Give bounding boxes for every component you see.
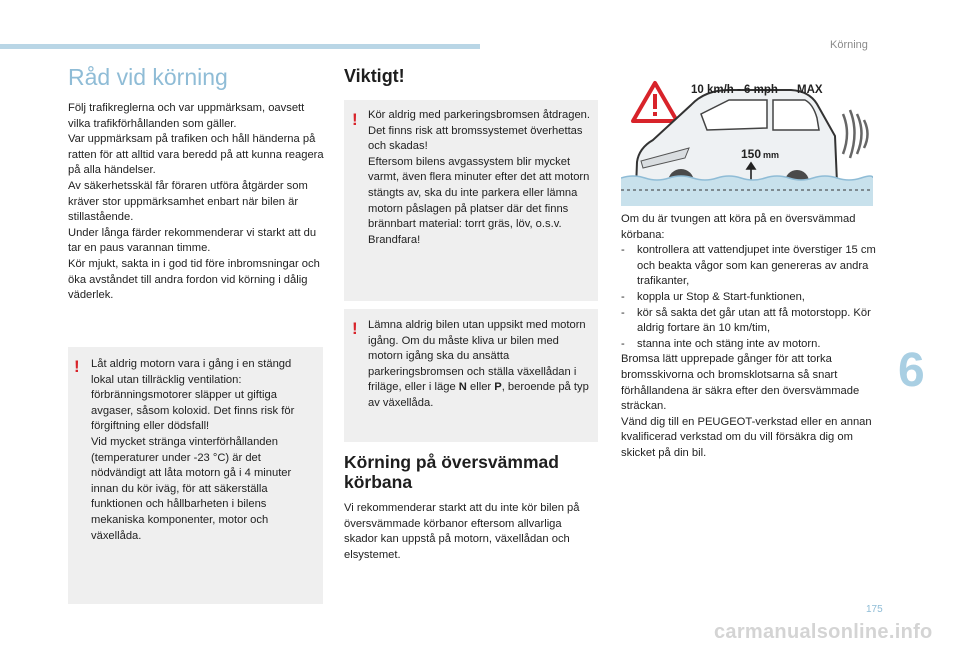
water-icon bbox=[621, 176, 873, 206]
warning-icon: ! bbox=[352, 319, 358, 338]
watermark: carmanualsonline.info bbox=[714, 621, 933, 643]
intro-paragraph: Av säkerhetsskäl får föraren utföra åtgärder som kräver stor uppmärksamhet enbart när bilen är stillastående. bbox=[68, 179, 308, 224]
page-number: 175 bbox=[866, 604, 883, 615]
list-item: - koppla ur Stop & Start-funktionen, bbox=[621, 290, 805, 303]
speed-limit-label: 10 km/h - 6 mph bbox=[691, 84, 778, 96]
warning-text: Vid mycket stränga vinterförhållanden (temperaturer under -23 °C) är det nödvändigt att låta motorn gå i 4 minuter innan du kör iväg, för att säkerställa funktionen och hållbarheten i bilens mekaniska komponenter, motor och växellåda. bbox=[91, 435, 292, 542]
warning-text: Kör aldrig med parkeringsbromsen åtdragen. Det finns risk att bromssystemet överhettas och skadas! bbox=[368, 109, 591, 153]
motion-lines-icon bbox=[843, 110, 868, 158]
page-title: Råd vid körning bbox=[68, 64, 228, 90]
header-accent-bar bbox=[0, 44, 480, 49]
important-heading: Viktigt! bbox=[344, 66, 405, 86]
flooded-road-heading: Körning på översvämmad körbana bbox=[344, 452, 559, 492]
flooded-road-text: Vi rekommenderar starkt att du inte kör bilen på översvämmade körbanor eftersom allvarliga skador kan uppstå på motorn, växellådan och elsystemet. bbox=[344, 502, 580, 561]
instructions-list bbox=[621, 243, 877, 352]
gear-p-label: P bbox=[494, 381, 502, 394]
intro-paragraph: Kör mjukt, sakta in i god tid före inbromsningar och öka avståndet till andra fordon vid körning i dålig väderlek. bbox=[68, 257, 320, 302]
list-item: - kör så sakta det går utan att få motorstopp. Kör aldrig fortare än 10 km/tim, bbox=[621, 306, 871, 335]
intro-text bbox=[68, 101, 326, 304]
flooded-road-illustration bbox=[621, 78, 873, 206]
warning-icon: ! bbox=[74, 357, 80, 376]
instructions-intro: Om du är tvungen att köra på en översvämmad körbana: bbox=[621, 213, 856, 241]
warning-text: Eftersom bilens avgassystem blir mycket varmt, även flera minuter efter det att motorn stängts av, ska du inte parkera eller lämna motorn påslagen på platser där det finns brännbart material: torrt gräs, löv, o.s.v. Brandfara! bbox=[368, 155, 590, 246]
header-section-title: Körning bbox=[830, 39, 868, 51]
ventilation-warning-box bbox=[68, 347, 323, 604]
parking-brake-warning-box bbox=[344, 100, 598, 301]
gear-n-label: N bbox=[458, 381, 467, 394]
warning-triangle-icon bbox=[633, 83, 677, 121]
max-label: MAX bbox=[797, 84, 823, 96]
instructions-paragraph: Bromsa lätt upprepade gånger för att torka bromsskivorna och bromsklotsarna så snart förhållandena är säkra efter den översvämmade sträckan. bbox=[621, 353, 860, 413]
flooded-road-instructions bbox=[621, 212, 877, 462]
intro-paragraph: Var uppmärksam på trafiken och håll händerna på ratten för att alltid vara beredd på att kunna reagera på alla händelser. bbox=[68, 133, 324, 177]
chapter-number: 6 bbox=[898, 344, 925, 397]
intro-paragraph: Följ trafikreglerna och var uppmärksam, oavsett vilka trafikförhållanden som gäller. bbox=[68, 102, 305, 130]
depth-unit-label: mm bbox=[763, 150, 780, 160]
warning-icon: ! bbox=[352, 110, 358, 129]
unattended-engine-warning-box bbox=[344, 309, 598, 442]
depth-value-label: 150 bbox=[741, 147, 762, 161]
warning-text: Låt aldrig motorn vara i gång i en stängd lokal utan tillräcklig ventilation: förbränningsmotorer släpper ut giftiga avgaser, såsom koloxid. Det finns risk för förgiftning eller dödsfall! bbox=[91, 358, 295, 433]
warning-text: Lämna aldrig bilen utan uppsikt med motorn igång. Om du måste kliva ur bilen med motorn igång ska du ansätta parkeringsbromsen och ställa växellådan i friläge, eller i läge N eller P, beroende på typ av växellåda. bbox=[368, 319, 589, 409]
intro-paragraph: Under långa färder rekommenderar vi starkt att du tar en paus varannan timme. bbox=[68, 226, 317, 255]
instructions-paragraph: Vänd dig till en PEUGEOT-verkstad eller en annan kvalificerad verkstad om du vill försäkra dig om skicket på din bil. bbox=[621, 415, 872, 459]
list-item: - stanna inte och stäng inte av motorn. bbox=[621, 337, 821, 350]
list-item: - kontrollera att vattendjupet inte överstiger 15 cm och beakta vågor som kan genereras av andra trafikanter, bbox=[621, 244, 876, 288]
